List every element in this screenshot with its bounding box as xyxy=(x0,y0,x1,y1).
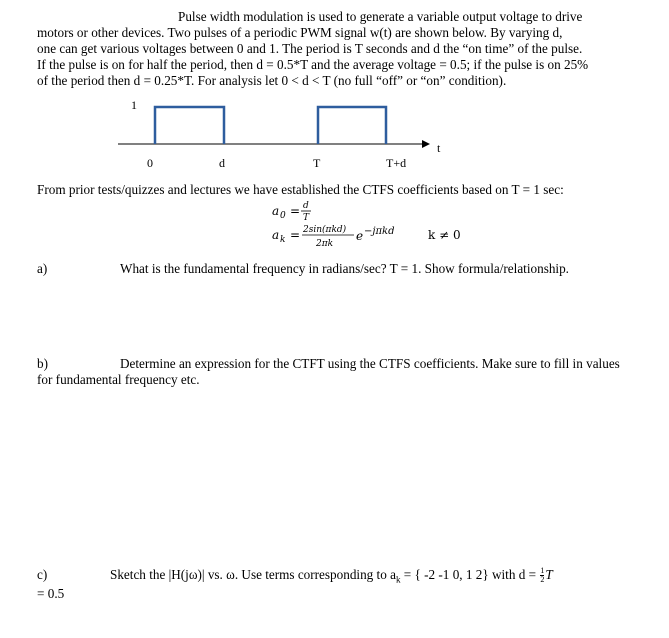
question-b-label: b) xyxy=(37,356,48,371)
x-label-d: d xyxy=(219,156,225,170)
question-c-text xyxy=(110,567,553,588)
ak-exp-base: e xyxy=(356,229,364,243)
x-label-0: 0 xyxy=(147,156,153,170)
question-c-fraction-den: 2 xyxy=(540,575,545,585)
a0-equals: = xyxy=(290,204,301,218)
question-c-text-2: = 0.5 xyxy=(37,586,65,601)
ak-condition: k ≠ 0 xyxy=(428,228,461,242)
question-c-text-b: = { -2 -1 0, 1 2} with d = xyxy=(400,567,540,582)
question-c-sub-k: k xyxy=(395,574,401,585)
ctfs-intro: From prior tests/quizzes and lectures we have established the CTFS coefficients based on T = 1 sec: xyxy=(37,182,564,197)
pwm-pulse-figure xyxy=(0,0,669,180)
ak-denominator: 2πk xyxy=(316,239,334,249)
question-a-text: What is the fundamental frequency in radians/sec? T = 1. Show formula/relationship. xyxy=(120,261,569,276)
a0-equation xyxy=(270,198,360,224)
intro-line: motors or other devices. Two pulses of a periodic PWM signal w(t) are shown below. By varying d, xyxy=(37,25,563,40)
question-c-text-main: Sketch the |H(jω)| vs. ω. Use terms corresponding to a xyxy=(110,567,396,582)
a0-denominator: T xyxy=(303,213,310,223)
pulse-2 xyxy=(318,107,386,144)
question-a-label: a) xyxy=(37,261,48,276)
intro-line: If the pulse is on for half the period, then d = 0.5*T and the average voltage = 0.5; if the pulse is on 25% xyxy=(37,57,589,72)
x-label-T: T xyxy=(313,156,321,170)
ak-symbol: a xyxy=(272,228,280,242)
question-c-label: c) xyxy=(37,567,48,582)
intro-line: one can get various voltages between 0 and 1. The period is T seconds and d the “on time” of the pulse. xyxy=(37,41,583,56)
ak-numerator: 2sin(πkd) xyxy=(303,225,347,235)
time-axis-label: t xyxy=(437,141,441,155)
x-label-T-plus-d: T+d xyxy=(386,156,407,170)
intro-line: Pulse width modulation is used to generate a variable output voltage to drive xyxy=(178,9,583,24)
question-b-text-2: for fundamental frequency etc. xyxy=(37,372,200,387)
amplitude-label: 1 xyxy=(131,98,137,112)
a0-numerator: d xyxy=(303,201,309,211)
intro-line: of the period then d = 0.25*T. For analysis let 0 < d < T (no full “off” or “on” condition). xyxy=(37,73,507,88)
question-c-fraction xyxy=(540,567,544,584)
question-b-text: Determine an expression for the CTFT using the CTFS coefficients. Make sure to fill in values xyxy=(120,356,620,371)
ak-exponent: −jπkd xyxy=(364,226,395,237)
a0-symbol: a xyxy=(272,204,280,218)
question-c-fraction-num: 1 xyxy=(540,566,545,576)
ak-equals: = xyxy=(290,228,301,242)
ak-subscript: k xyxy=(280,235,286,245)
pulse-1 xyxy=(155,107,224,144)
a0-subscript: 0 xyxy=(280,211,286,221)
ak-equation xyxy=(270,222,500,252)
question-c-T: T xyxy=(545,567,553,582)
